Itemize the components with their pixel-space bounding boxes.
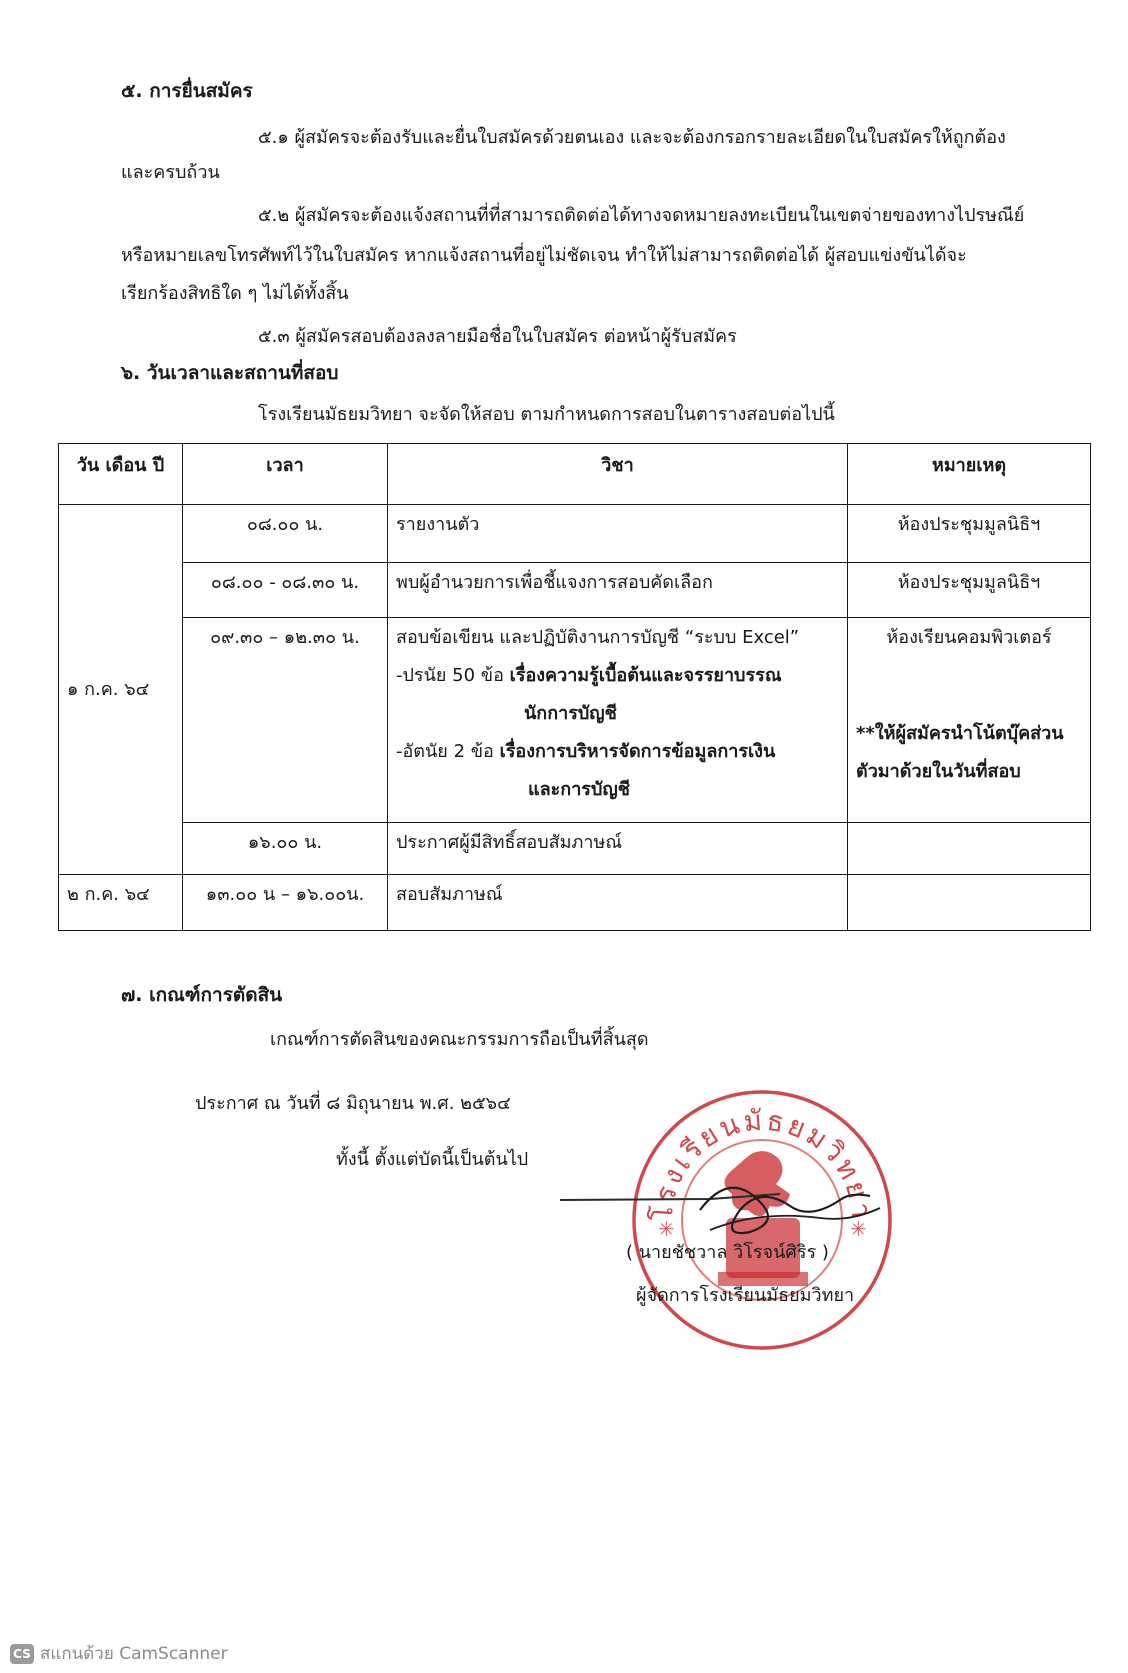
table-row bbox=[59, 563, 1091, 618]
row1-remark: ห้องประชุมมูลนิธิฯ bbox=[848, 505, 1091, 563]
row3-remark bbox=[848, 618, 1091, 823]
day2-subject: สอบสัมภาษณ์ bbox=[388, 875, 848, 931]
exam-schedule-table bbox=[58, 443, 1091, 931]
row3-subject bbox=[388, 618, 848, 823]
row3-time: ๐๙.๓๐ – ๑๒.๓๐ น. bbox=[183, 618, 388, 823]
section5-item2-line3: เรียกร้องสิทธิใด ๆ ไม่ได้ทั้งสิ้น bbox=[121, 283, 349, 304]
table-row bbox=[59, 875, 1091, 931]
header-time: เวลา bbox=[183, 444, 388, 505]
section5-item3: ๕.๓ ผู้สมัครสอบต้องลงลายมือชื่อในใบสมัคร ต่อหน้าผู้รับสมัคร bbox=[258, 326, 737, 347]
section5-item1-line2: และครบถ้วน bbox=[121, 162, 220, 183]
section6-intro: โรงเรียนมัธยมวิทยา จะจัดให้สอบ ตามกำหนดการสอบในตารางสอบต่อไปนี้ bbox=[258, 404, 835, 425]
svg-text:✳: ✳ bbox=[658, 1217, 675, 1241]
signatory-name: ( นายชัชวาล วิโรจน์ศิริร ) bbox=[626, 1242, 829, 1263]
header-remark: หมายเหตุ bbox=[848, 444, 1091, 505]
section6-heading: ๖. วันเวลาและสถานที่สอบ bbox=[121, 362, 339, 384]
row3-subject-line4-topic: เรื่องการบริหารจัดการข้อมูลการเงิน bbox=[499, 741, 776, 762]
section7-text: เกณฑ์การตัดสินของคณะกรรมการถือเป็นที่สิ้นสุด bbox=[270, 1029, 649, 1050]
row4-subject: ประกาศผู้มีสิทธิ์สอบสัมภาษณ์ bbox=[388, 823, 848, 875]
row3-subject-line2-topic: เรื่องความรู้เบื้อต้นและจรรยาบรรณ bbox=[509, 665, 782, 686]
row3-subject-line4 bbox=[396, 740, 839, 764]
table-header-row bbox=[59, 444, 1091, 505]
row1-subject: รายงานตัว bbox=[388, 505, 848, 563]
camscanner-watermark bbox=[10, 1640, 228, 1667]
section5-item2-line1: ๕.๒ ผู้สมัครจะต้องแจ้งสถานที่ที่สามารถติดต่อได้ทางจดหมายลงทะเบียนในเขตจ่ายของทางไปรษณีย์ bbox=[258, 205, 1025, 226]
row3-subject-line2-prefix: -ปรนัย 50 ข้อ bbox=[396, 665, 510, 686]
row3-subject-line3: นักการบัญชี bbox=[524, 703, 617, 724]
camscanner-text: สแกนด้วย CamScanner bbox=[40, 1644, 228, 1664]
row2-remark: ห้องประชุมมูลนิธิฯ bbox=[848, 563, 1091, 618]
table-row bbox=[59, 823, 1091, 875]
svg-text:✳: ✳ bbox=[850, 1217, 867, 1241]
row3-subject-line2 bbox=[396, 664, 839, 688]
row2-subject: พบผู้อำนวยการเพื่อชี้แจงการสอบคัดเลือก bbox=[388, 563, 848, 618]
row2-time: ๐๘.๐๐ - ๐๘.๓๐ น. bbox=[183, 563, 388, 618]
section5-item2-line2: หรือหมายเลขโทรศัพท์ไว้ในใบสมัคร หากแจ้งสถานที่อยู่ไม่ชัดเจน ทำให้ไม่สามารถติดต่อได้ ผู้สอบแข่งขันได้จะ bbox=[121, 245, 967, 266]
header-date: วัน เดือน ปี bbox=[59, 444, 183, 505]
day2-time: ๑๓.๐๐ น – ๑๖.๐๐น. bbox=[183, 875, 388, 931]
row3-subject-line4-prefix: -อัตนัย 2 ข้อ bbox=[396, 741, 500, 762]
day2-remark bbox=[848, 875, 1091, 931]
stamp-text: โรงเรียนมัธยมวิทยา bbox=[645, 1103, 879, 1223]
announcement-effective: ทั้งนี้ ตั้งแต่บัดนี้เป็นต้นไป bbox=[336, 1149, 529, 1170]
announcement-date: ประกาศ ณ วันที่ ๘ มิถุนายน พ.ศ. ๒๕๖๔ bbox=[195, 1093, 511, 1114]
section5-heading: ๕. การยื่นสมัคร bbox=[121, 80, 253, 102]
row3-subject-line5: และการบัญชี bbox=[528, 779, 630, 800]
row1-time: ๐๘.๐๐ น. bbox=[183, 505, 388, 563]
row3-remark-line1: ห้องเรียนคอมพิวเตอร์ bbox=[886, 627, 1052, 648]
day2-date: ๒ ก.ค. ๖๔ bbox=[59, 875, 183, 931]
row4-time: ๑๖.๐๐ น. bbox=[183, 823, 388, 875]
table-row bbox=[59, 618, 1091, 823]
day1-date: ๑ ก.ค. ๖๔ bbox=[59, 505, 183, 875]
row3-subject-line1: สอบข้อเขียน และปฏิบัติงานการบัญชี “ระบบ Excel” bbox=[396, 627, 800, 648]
section7-heading: ๗. เกณฑ์การตัดสิน bbox=[121, 984, 283, 1006]
section5-item1-line1: ๕.๑ ผู้สมัครจะต้องรับและยื่นใบสมัครด้วยตนเอง และจะต้องกรอกรายละเอียดในใบสมัครให้ถูกต้อง bbox=[258, 127, 1006, 148]
camscanner-logo-icon: CS bbox=[10, 1644, 34, 1664]
table-row bbox=[59, 505, 1091, 563]
signatory-position: ผู้จัดการโรงเรียนมัธยมวิทยา bbox=[636, 1285, 855, 1306]
header-subject: วิชา bbox=[388, 444, 848, 505]
row3-remark-line2: **ให้ผู้สมัครนำโน้ตบุ๊คส่วน bbox=[856, 723, 1064, 744]
row4-remark bbox=[848, 823, 1091, 875]
row3-remark-line3: ตัวมาด้วยในวันที่สอบ bbox=[856, 761, 1021, 782]
